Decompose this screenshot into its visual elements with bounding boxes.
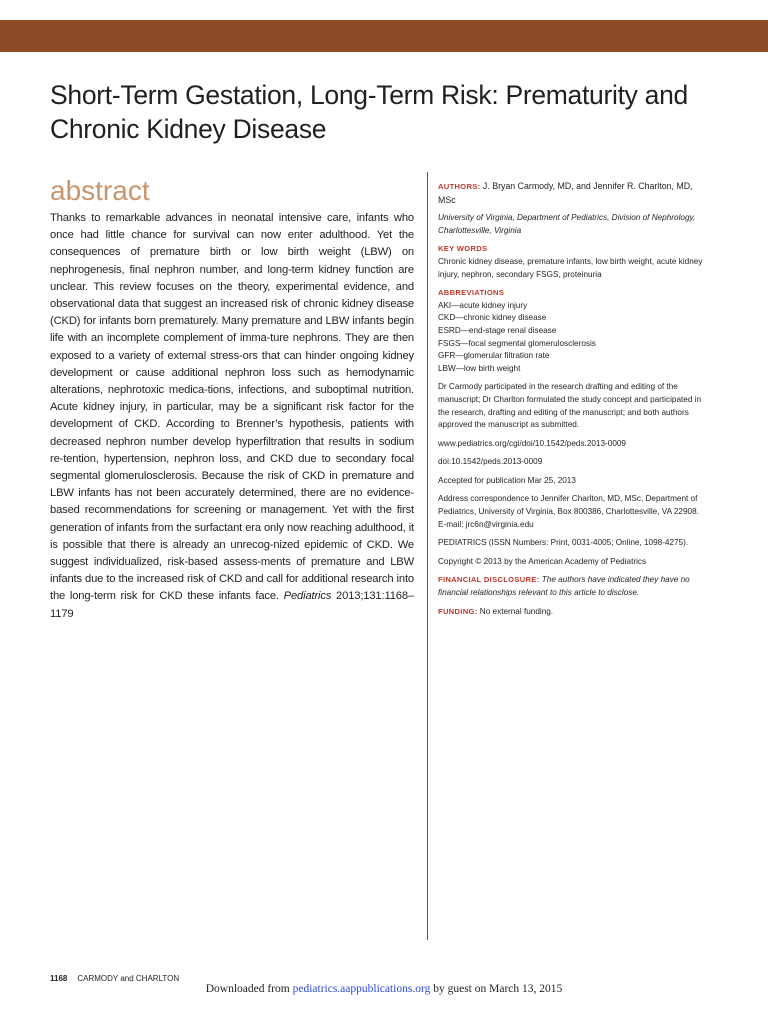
abbreviation-item: ESRD—end-stage renal disease <box>438 325 557 335</box>
abbreviation-item: GFR—glomerular filtration rate <box>438 351 550 361</box>
disclosure-label: FINANCIAL DISCLOSURE: <box>438 575 540 585</box>
citation-reference: 2013;131:1168–1179 <box>50 590 414 620</box>
article-doi: doi:10.1542/peds.2013-0009 <box>438 457 543 467</box>
financial-disclosure <box>438 574 708 599</box>
keywords: Chronic kidney disease, premature infants, low birth weight, acute kidney injury, nephron, secondary FSGS, proteinuria <box>438 256 703 279</box>
abbreviation-item: AKI—acute kidney injury <box>438 300 528 310</box>
download-prefix: Downloaded from <box>205 983 293 995</box>
accepted-date: Accepted for publication Mar 25, 2013 <box>438 475 576 485</box>
authors-label: AUTHORS: <box>438 182 481 191</box>
abbreviation-item: CKD—chronic kidney disease <box>438 313 547 323</box>
correspondence: Address correspondence to Jennifer Charlton, MD, MSc, Department of Pediatrics, University of Virginia, Box 800386, Charlottesville, VA 22908. E-mail: jrc6n@virginia.edu <box>438 494 699 529</box>
disclosure-text: The authors have indicated they have no financial relationships relevant to this article to disclose. <box>438 575 690 598</box>
download-link[interactable]: pediatrics.aappublications.org <box>292 983 431 995</box>
abstract-text <box>50 210 414 623</box>
download-notice <box>0 983 768 995</box>
abbreviation-item: LBW—low birth weight <box>438 363 521 373</box>
abstract-body-text: Thanks to remarkable advances in neonatal intensive care, infants who once had little chance for survival can now enter adulthood. Yet the consequences of premature birth or low birth weight (LBW) on nephrogenesis, final nephron number, and long-term kidney function are unclear. This review focuses on the theory, experimental evidence, and observational data that suggest an increased risk of chronic kidney disease (CKD) for infants born prematurely. Many premature and LBW infants begin life with an incomplete complement of imma-ture nephrons. They are then exposed to a variety of external stress-ors that can hinder ongoing kidney development or cause additional nephron loss such as hemodynamic alterations, nephrotoxic medica-tions, infections, and suboptimal nutrition. Acute kidney injury, in particular, may be a significant risk factor for the development of CKD. According to Brenner’s hypothesis, patients with decreased nephron number develop hyperfiltration that results in sodium re-tention, hypertension, nephron loss, and CKD due to secondary focal segmental glomerulosclerosis. Because the risk of CKD in premature and LBW infants has not been accurately determined, there are no evidence-based recommendations for screening or management. Yet with the first generation of infants from the surfactant era only now reaching adulthood, it is possible that there is already an unrecog-nized epidemic of CKD. We suggest individualized, risk-based assess-ments of premature and LBW infants due to the increased risk of CKD and call for additional research into the long-term risk for CKD these infants face. <box>50 212 414 603</box>
authors-line <box>438 180 708 206</box>
author-contributions: Dr Carmody participated in the research drafting and editing of the manuscript; Dr Charlton formulated the study concept and participated in the research, drafting and editing of the manuscript; and both authors approved the manuscript as submitted. <box>438 382 702 430</box>
keywords-label: KEY WORDS <box>438 244 488 254</box>
article-title: Short-Term Gestation, Long-Term Risk: Prematurity and Chronic Kidney Disease <box>50 80 688 144</box>
page-footer <box>50 974 179 983</box>
download-suffix: by guest on March 13, 2015 <box>430 983 563 995</box>
abbreviation-item: FSGS—focal segmental glomerulosclerosis <box>438 338 596 348</box>
article-info-sidebar <box>438 180 708 624</box>
funding-text: No external funding. <box>477 606 554 616</box>
page-number: 1168 <box>50 974 68 983</box>
abbreviations-list <box>438 300 708 376</box>
issn: PEDIATRICS (ISSN Numbers: Print, 0031-4005; Online, 1098-4275). <box>438 538 689 548</box>
column-divider <box>427 172 428 940</box>
article-url: www.pediatrics.org/cgi/doi/10.1542/peds.2013-0009 <box>438 438 626 448</box>
copyright: Copyright © 2013 by the American Academy of Pediatrics <box>438 556 647 566</box>
abbreviations-label: ABBREVIATIONS <box>438 288 505 298</box>
authors-names: J. Bryan Carmody, MD, and Jennifer R. Charlton, MD, MSc <box>438 181 693 205</box>
funding <box>438 606 708 619</box>
citation-journal: Pediatrics <box>283 590 332 603</box>
funding-label: FUNDING: <box>438 606 478 616</box>
abstract-heading: abstract <box>50 175 150 206</box>
affiliation: University of Virginia, Department of Pediatrics, Division of Nephrology, Charlottesville, Virginia <box>438 213 696 235</box>
header-color-bar <box>0 20 768 52</box>
running-head: CARMODY and CHARLTON <box>77 974 180 983</box>
